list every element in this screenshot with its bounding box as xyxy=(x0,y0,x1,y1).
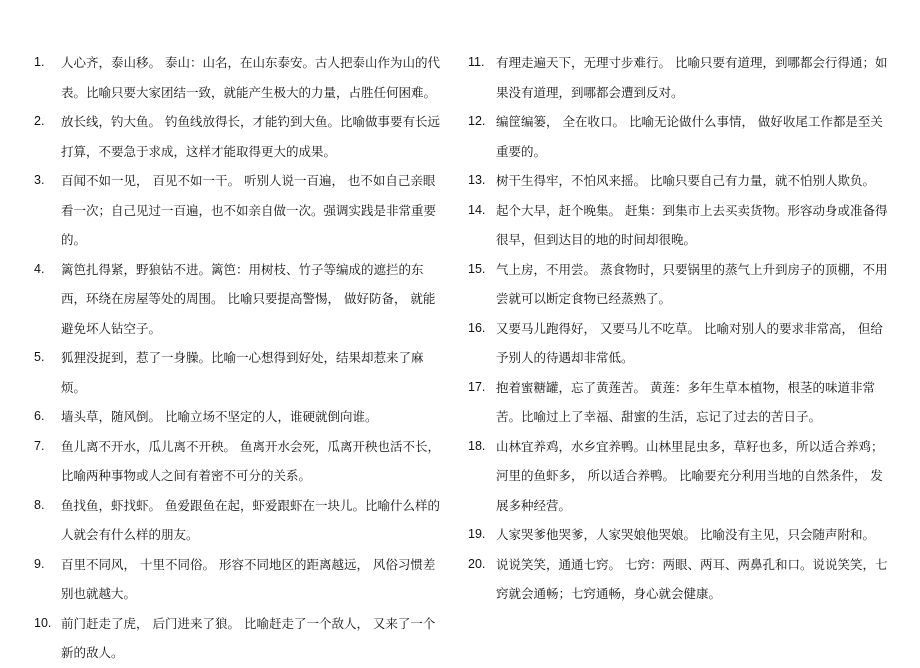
item-number: 12. xyxy=(468,114,486,128)
list-item xyxy=(34,609,444,668)
list-item xyxy=(468,314,888,373)
item-text: 前门赶走了虎， 后门进来了狼。 比喻赶走了一个敌人， 又来了一个新的敌人。 xyxy=(61,615,436,660)
list-item xyxy=(34,48,444,107)
item-number: 6. xyxy=(34,409,45,423)
list-item xyxy=(468,107,888,166)
list-item xyxy=(34,491,444,550)
item-number: 8. xyxy=(34,497,45,512)
item-text: 树干生得牢，不怕风来摇。 比喻只要自己有力量，就不怕别人欺负。 xyxy=(496,173,875,188)
item-text: 墙头草，随风倒。 比喻立场不坚定的人，谁硬就倒向谁。 xyxy=(61,409,378,424)
item-number: 16. xyxy=(468,320,486,335)
list-item xyxy=(468,432,888,521)
item-number: 7. xyxy=(34,438,45,453)
list-item xyxy=(34,550,444,609)
item-text: 百里不同风， 十里不同俗。 形容不同地区的距离越远， 风俗习惯差别也就越大。 xyxy=(61,556,436,601)
list-item xyxy=(468,255,888,314)
item-number: 3. xyxy=(34,173,45,187)
item-text: 人心齐，泰山移。 泰山：山名，在山东泰安。古人把泰山作为山的代表。比喻只要大家团结一致，就能产生极大的力量，占胜任何困难。 xyxy=(61,55,440,100)
item-number: 5. xyxy=(34,350,45,364)
item-text: 放长线，钓大鱼。 钓鱼线放得长，才能钓到大鱼。比喻做事要有长远打算，不要急于求成，这样才能取得更大的成果。 xyxy=(61,114,440,159)
item-text: 篱笆扎得紧，野狼钻不进。篱笆：用树枝、竹子等编成的遮拦的东西，环绕在房屋等处的周围。 比喻只要提高警惕， 做好防备， 就能避免坏人钻空子。 xyxy=(61,261,436,336)
item-text: 狐狸没捉到，惹了一身臊。比喻一心想得到好处，结果却惹来了麻烦。 xyxy=(61,350,424,395)
item-text: 抱着蜜糖罐，忘了黄莲苦。 黄莲：多年生草本植物，根茎的味道非常苦。比喻过上了幸福、甜蜜的生活，忘记了过去的苦日子。 xyxy=(496,379,875,424)
list-item xyxy=(34,402,444,432)
item-number: 13. xyxy=(468,173,486,187)
list-item xyxy=(468,196,888,255)
item-text: 山林宜养鸡，水乡宜养鸭。山林里昆虫多，草籽也多，所以适合养鸡；河里的鱼虾多， 所以适合养鸭。 比喻要充分利用当地的自然条件， 发展多种经营。 xyxy=(496,438,884,513)
item-number: 1. xyxy=(34,55,45,69)
item-text: 百闻不如一见， 百见不如一干。 听别人说一百遍， 也不如自己亲眼看一次；自己见过一百遍，也不如亲自做一次。强调实践是非常重要的。 xyxy=(61,173,437,247)
item-number: 11. xyxy=(468,55,485,69)
item-text: 鱼儿离不开水，瓜儿离不开秧。 鱼离开水会死，瓜离开秧也活不长，比喻两种事物或人之间有着密不可分的关系。 xyxy=(61,438,440,483)
item-number: 19. xyxy=(468,527,486,541)
item-text: 有理走遍天下，无理寸步难行。 比喻只要有道理，到哪都会行得通；如果没有道理，到哪都会遭到反对。 xyxy=(496,55,888,100)
left-column xyxy=(34,48,444,668)
list-item xyxy=(34,343,444,402)
item-text: 鱼找鱼，虾找虾。 鱼爱跟鱼在起，虾爱跟虾在一块儿。比喻什么样的人就会有什么样的朋友。 xyxy=(61,497,440,542)
item-text: 气上房，不用尝。 蒸食物时，只要锅里的蒸气上升到房子的顶棚，不用尝就可以断定食物已经蒸熟了。 xyxy=(496,261,888,306)
item-number: 10. xyxy=(34,615,52,630)
item-number: 15. xyxy=(468,261,486,276)
item-number: 14. xyxy=(468,202,486,217)
item-text: 起个大早，赶个晚集。 赶集：到集市上去买卖货物。形容动身或准备得很早，但到达目的地的时间却很晚。 xyxy=(496,202,888,247)
list-item xyxy=(34,255,444,344)
list-item xyxy=(468,166,888,196)
item-number: 2. xyxy=(34,114,45,128)
item-number: 9. xyxy=(34,556,45,571)
item-number: 17. xyxy=(468,379,486,394)
item-text: 编筐编篓， 全在收口。 比喻无论做什么事情， 做好收尾工作都是至关重要的。 xyxy=(496,114,883,159)
list-item xyxy=(34,107,444,166)
right-column xyxy=(468,48,888,609)
list-item xyxy=(34,166,444,255)
list-item xyxy=(468,520,888,550)
item-number: 18. xyxy=(468,438,486,453)
item-text: 说说笑笑，通通七窍。 七窍：两眼、两耳、两鼻孔和口。说说笑笑，七窍就会通畅；七窍通畅，身心就会健康。 xyxy=(496,556,888,601)
item-number: 4. xyxy=(34,261,45,276)
item-number: 20. xyxy=(468,556,486,571)
list-item xyxy=(468,373,888,432)
list-item xyxy=(34,432,444,491)
item-text: 又要马儿跑得好， 又要马儿不吃草。 比喻对别人的要求非常高， 但给予别人的待遇却非常低。 xyxy=(496,320,883,365)
list-item xyxy=(468,550,888,609)
list-item xyxy=(468,48,888,107)
item-text: 人家哭爹他哭爹，人家哭娘他哭娘。 比喻没有主见，只会随声附和。 xyxy=(496,527,875,542)
